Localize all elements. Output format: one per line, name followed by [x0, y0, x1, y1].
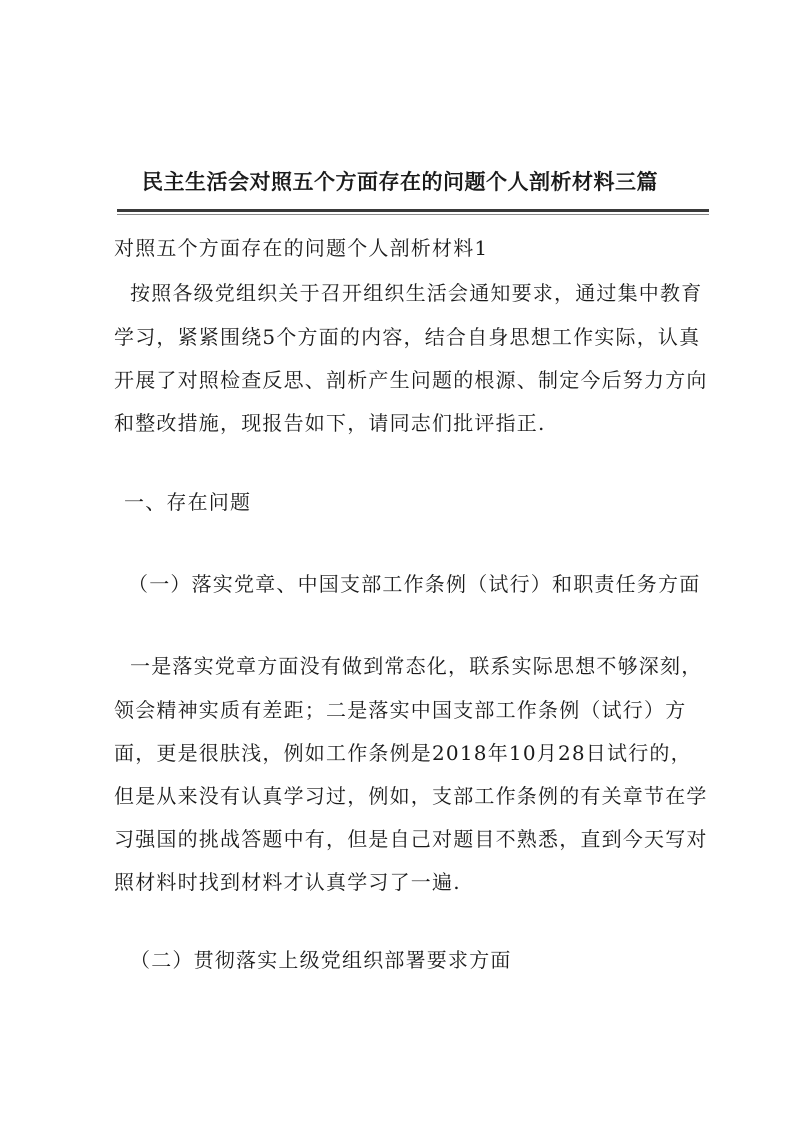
subsection-heading-1: （一）落实党章、中国支部工作条例（试行）和职责任务方面 [128, 572, 701, 596]
intro-line-1: 按照各级党组织关于召开组织生活会通知要求，通过集中教育 [130, 281, 703, 305]
body-line-5: 习强国的挑战答题中有，但是自己对题目不熟悉，直到今天写对 [114, 827, 708, 851]
body-line-2: 领会精神实质有差距；二是落实中国支部工作条例（试行）方 [114, 698, 687, 722]
intro-line-4: 和整改措施，现报告如下，请同志们批评指正. [114, 411, 546, 435]
subsection-heading-2: （二）贯彻落实上级党组织部署要求方面 [130, 948, 512, 972]
title-divider-thin [117, 214, 709, 215]
body-line-4: 但是从来没有认真学习过，例如，支部工作条例的有关章节在学 [114, 784, 708, 808]
body-line-6: 照材料时找到材料才认真学习了一遍. [114, 870, 461, 894]
section-heading: 一、存在问题 [124, 490, 252, 514]
intro-line-2: 学习，紧紧围绕5个方面的内容，结合自身思想工作实际，认真 [114, 325, 701, 349]
body-line-1: 一是落实党章方面没有做到常态化，联系实际思想不够深刻， [130, 654, 703, 678]
title-divider [117, 209, 709, 212]
intro-line-3: 开展了对照检查反思、剖析产生问题的根源、制定今后努力方向 [114, 368, 708, 392]
document-title: 民主生活会对照五个方面存在的问题个人剖析材料三篇 [142, 169, 658, 194]
subtitle: 对照五个方面存在的问题个人剖析材料1 [114, 236, 489, 260]
body-line-3: 面，更是很肤浅，例如工作条例是2018年10月28日试行的， [114, 741, 692, 765]
